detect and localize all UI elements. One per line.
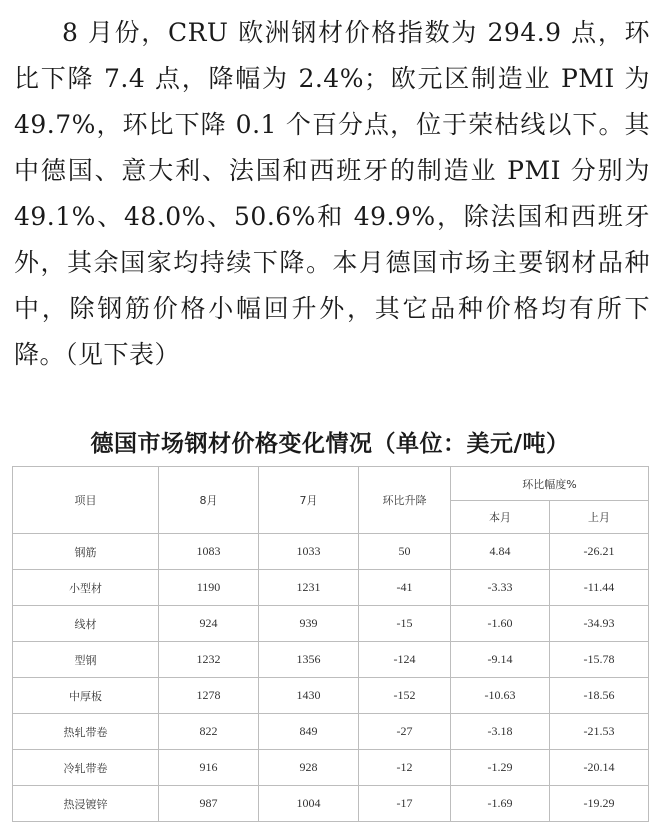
header-last-month: 上月 (550, 501, 649, 534)
table-row (13, 714, 649, 750)
cell-aug: 987 (159, 786, 259, 822)
cell-item: 钢筋 (13, 534, 159, 570)
cell-this-month: -1.60 (451, 606, 550, 642)
cell-this-month: -3.33 (451, 570, 550, 606)
header-jul: 7月 (259, 467, 359, 534)
cell-item: 小型材 (13, 570, 159, 606)
header-pct-group: 环比幅度% (451, 467, 649, 501)
cell-jul: 1356 (259, 642, 359, 678)
cell-this-month: -10.63 (451, 678, 550, 714)
cell-last-month: -15.78 (550, 642, 649, 678)
cell-jul: 849 (259, 714, 359, 750)
cell-last-month: -19.29 (550, 786, 649, 822)
cell-aug: 822 (159, 714, 259, 750)
cell-this-month: -1.69 (451, 786, 550, 822)
cell-change: -152 (359, 678, 451, 714)
cell-last-month: -21.53 (550, 714, 649, 750)
cell-this-month: -9.14 (451, 642, 550, 678)
price-table (12, 466, 649, 822)
cell-aug: 1190 (159, 570, 259, 606)
cell-change: -17 (359, 786, 451, 822)
cell-change: -15 (359, 606, 451, 642)
cell-this-month: 4.84 (451, 534, 550, 570)
header-this-month: 本月 (451, 501, 550, 534)
cell-jul: 1430 (259, 678, 359, 714)
cell-last-month: -20.14 (550, 750, 649, 786)
cell-last-month: -11.44 (550, 570, 649, 606)
cell-item: 线材 (13, 606, 159, 642)
table-row (13, 678, 649, 714)
table-row (13, 642, 649, 678)
cell-jul: 1004 (259, 786, 359, 822)
cell-aug: 1278 (159, 678, 259, 714)
cell-this-month: -3.18 (451, 714, 550, 750)
table-row (13, 786, 649, 822)
cell-aug: 1083 (159, 534, 259, 570)
table-header (13, 467, 649, 534)
cell-aug: 916 (159, 750, 259, 786)
cell-change: -41 (359, 570, 451, 606)
cell-item: 冷轧带卷 (13, 750, 159, 786)
cell-change: -12 (359, 750, 451, 786)
table-body (13, 534, 649, 822)
cell-jul: 1231 (259, 570, 359, 606)
paragraph-text: 8 月份，CRU 欧洲钢材价格指数为 294.9 点，环比下降 7.4 点，降幅为 2.4%；欧元区制造业 PMI 为 49.7%，环比下降 0.1 个百分点，位于荣枯线以下。其中德国、意大利、法国和西班牙的制造业 PMI 分别为 49.1%、48.0%、50.6%和 49.9%，除法国和西班牙外，其余国家均持续下降。本月德国市场主要钢材品种中，除钢筋价格小幅回升外，其它品种价格均有所下降。（见下表） (14, 18, 650, 369)
cell-item: 热轧带卷 (13, 714, 159, 750)
table-row (13, 570, 649, 606)
header-item: 项目 (13, 467, 159, 534)
table-row (13, 534, 649, 570)
cell-last-month: -26.21 (550, 534, 649, 570)
cell-last-month: -18.56 (550, 678, 649, 714)
table-row (13, 750, 649, 786)
header-change: 环比升降 (359, 467, 451, 534)
cell-item: 热浸镀锌 (13, 786, 159, 822)
cell-aug: 1232 (159, 642, 259, 678)
cell-last-month: -34.93 (550, 606, 649, 642)
cell-item: 型钢 (13, 642, 159, 678)
cell-jul: 928 (259, 750, 359, 786)
cell-item: 中厚板 (13, 678, 159, 714)
cell-change: 50 (359, 534, 451, 570)
header-aug: 8月 (159, 467, 259, 534)
cell-aug: 924 (159, 606, 259, 642)
cell-jul: 1033 (259, 534, 359, 570)
body-paragraph (14, 10, 650, 378)
cell-this-month: -1.29 (451, 750, 550, 786)
cell-jul: 939 (259, 606, 359, 642)
table-title: 德国市场钢材价格变化情况（单位：美元/吨） (90, 431, 570, 457)
cell-change: -124 (359, 642, 451, 678)
table-row (13, 606, 649, 642)
cell-change: -27 (359, 714, 451, 750)
